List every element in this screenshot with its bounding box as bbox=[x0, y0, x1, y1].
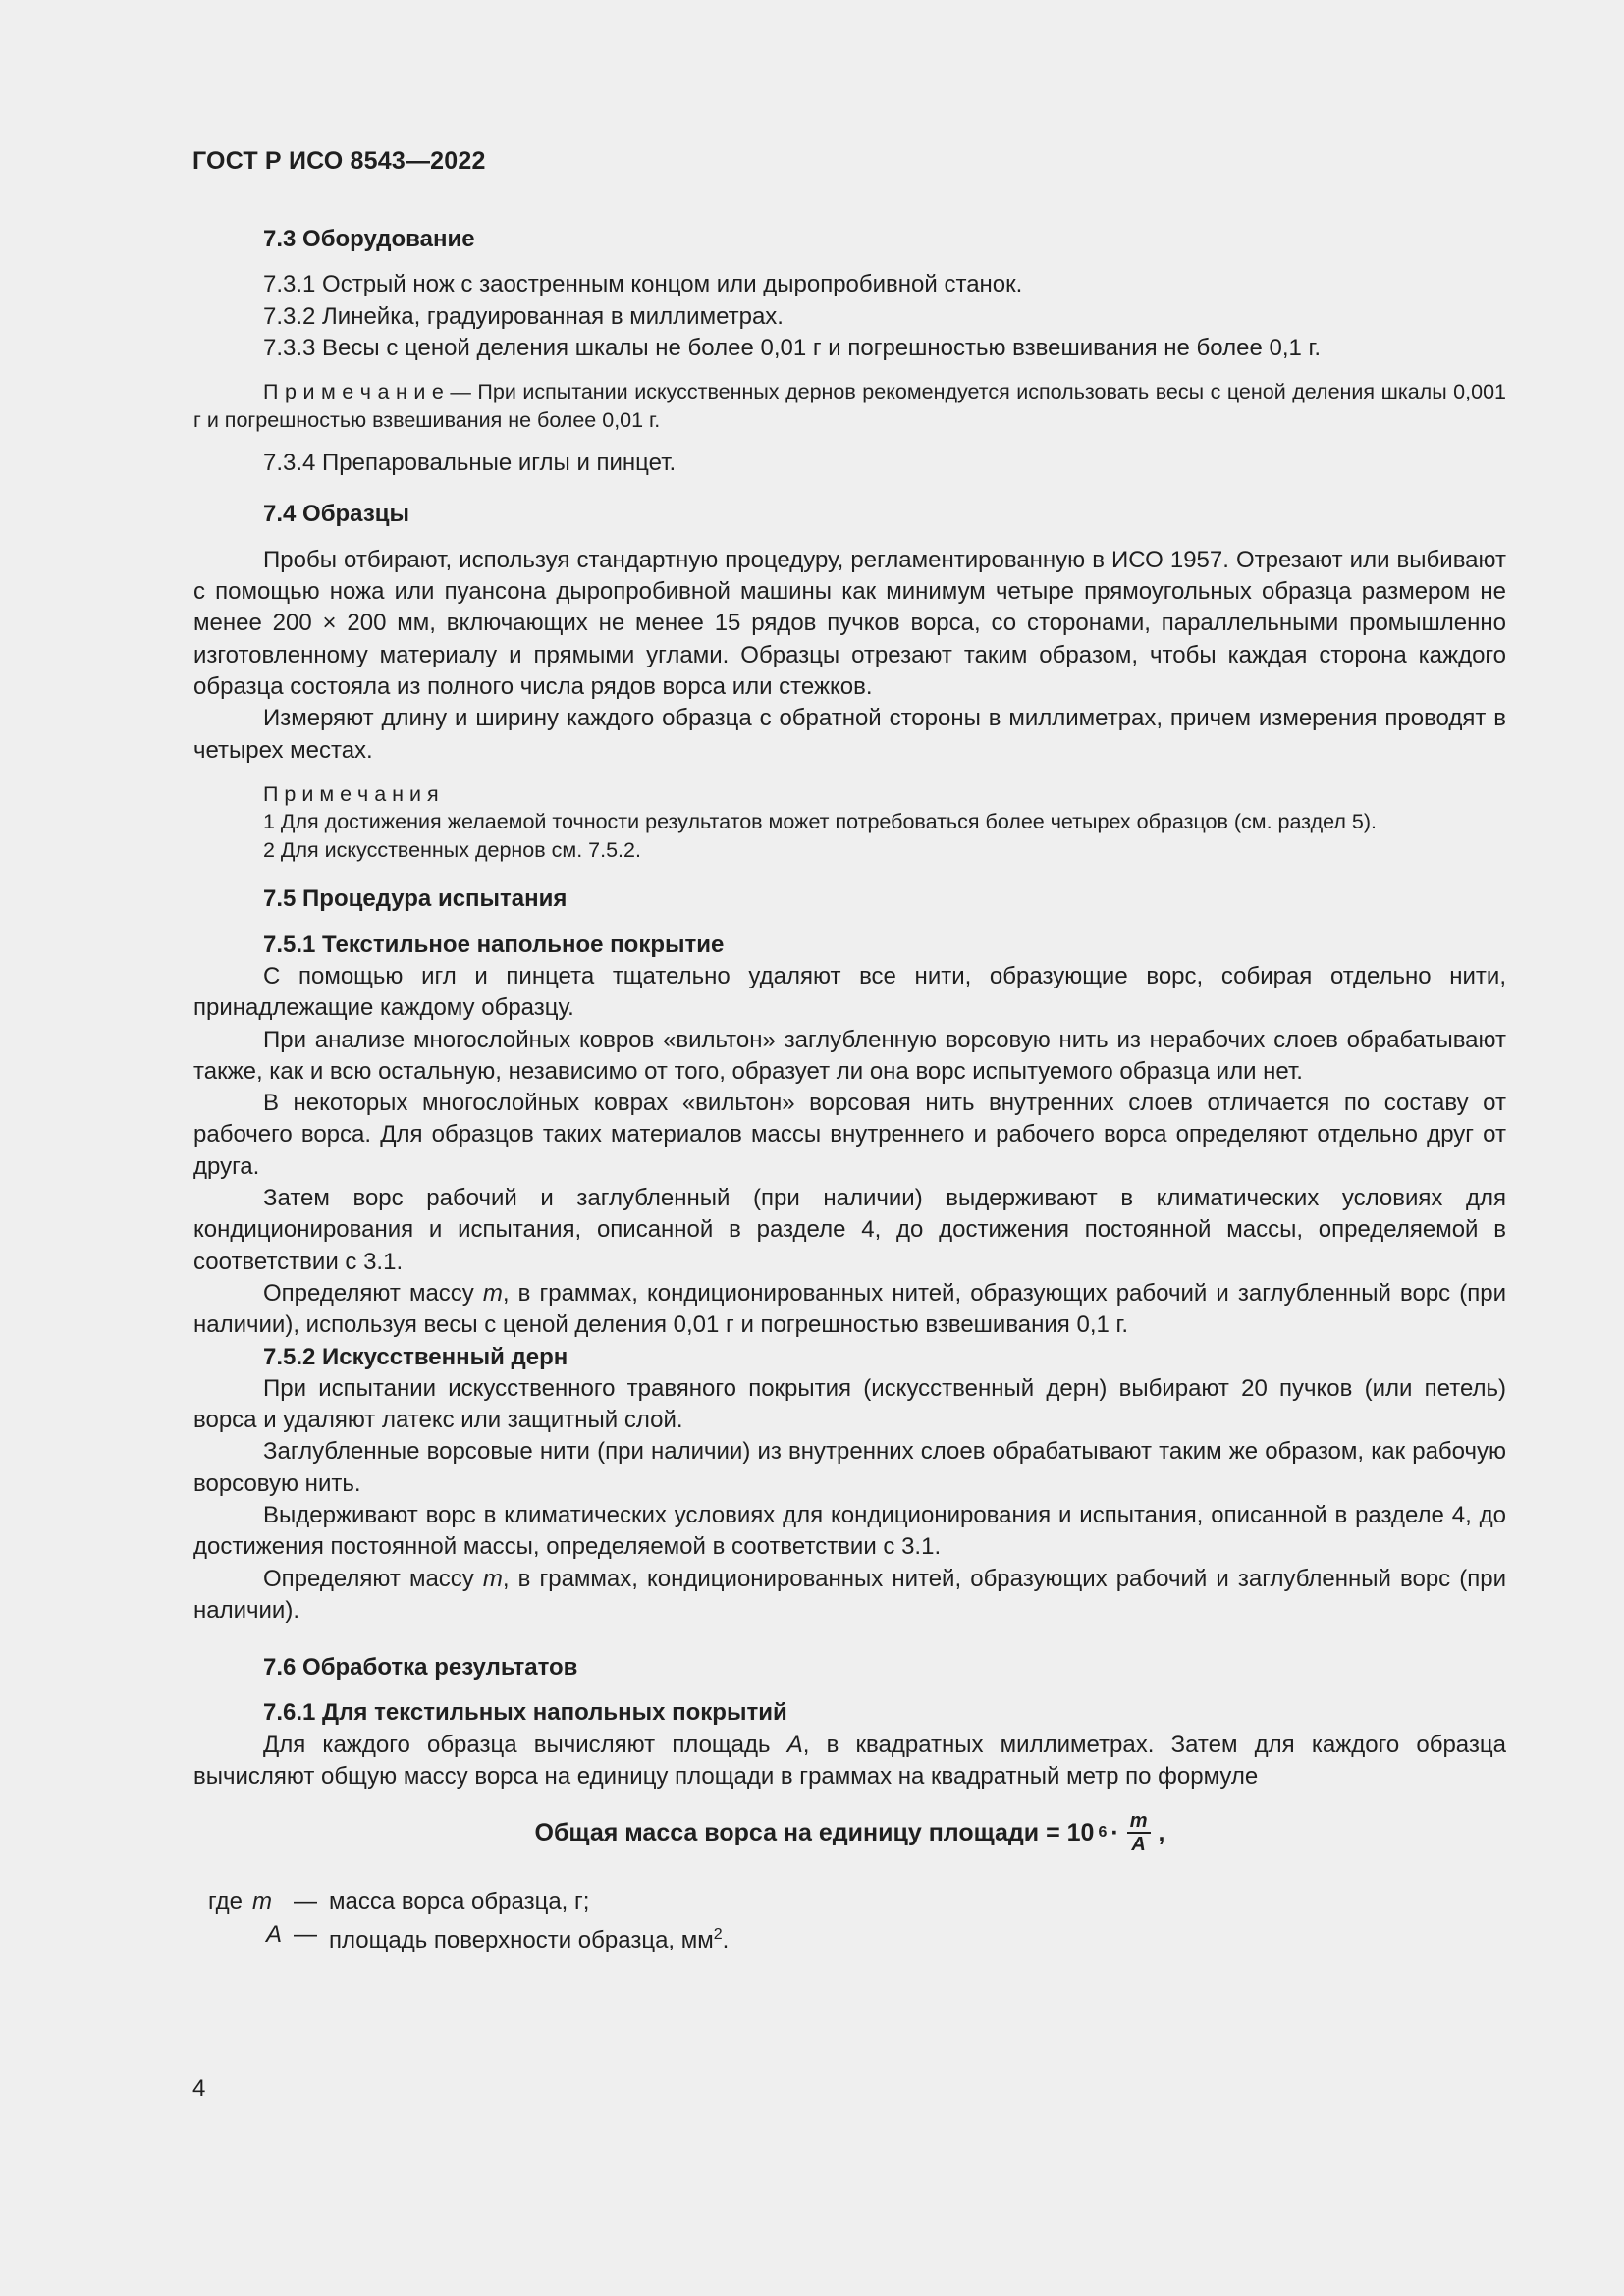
superscript: 2 bbox=[713, 1925, 723, 1943]
item-7-3-4: 7.3.4 Препаровальные иглы и пинцет. bbox=[263, 450, 677, 477]
text-run: , в квадратных миллиметрах. Затем для каждого образца вычисляют общую массу ворса на единицу площади в граммах на квадратный метр по формуле bbox=[193, 1731, 1506, 1790]
section-heading-7-5: 7.5 Процедура испытания bbox=[263, 885, 568, 913]
subsection-heading-7-5-1: 7.5.1 Текстильное напольное покрытие bbox=[263, 931, 725, 958]
note-text: — При испытании искусственных дернов рекомендуется использовать весы с ценой деления шкалы 0,001 г и погрешностью взвешивания не более 0,01 г. bbox=[193, 380, 1506, 432]
note-label: П р и м е ч а н и е bbox=[263, 380, 444, 404]
text-run: , в граммах, кондиционированных нитей, образующих рабочий и заглубленный ворс (при наличии). bbox=[193, 1565, 1506, 1624]
variable-m: m bbox=[482, 1565, 503, 1592]
text-run: площадь поверхности образца, мм bbox=[329, 1926, 714, 1953]
paragraph bbox=[193, 1564, 1506, 1628]
paragraph: В некоторых многослойных коврах «вильтон» ворсовая нить внутренних слоев отличается по составу от рабочего ворса. Для образцов таких материалов массы внутреннего и рабочего ворса определяют отдельно друг от друга. bbox=[193, 1090, 1506, 1180]
paragraph bbox=[193, 1730, 1506, 1793]
formula-exponent: 6 bbox=[1098, 1824, 1108, 1842]
item-7-3-3: 7.3.3 Весы с ценой деления шкалы не более 0,01 г и погрешностью взвешивания не более 0,1 г. bbox=[263, 334, 1322, 361]
text-run: . bbox=[722, 1926, 730, 1953]
note-1: 1 Для достижения желаемой точности результатов может потребоваться более четырех образцов (см. раздел 5). bbox=[263, 810, 1377, 834]
section-heading-7-3: 7.3 Оборудование bbox=[263, 226, 475, 252]
text-run: Определяют массу bbox=[263, 1279, 483, 1307]
text-run: , в граммах, кондиционированных нитей, образующих рабочий и заглубленный ворс (при наличии), используя весы с ценой деления 0,01 г и погрешностью взвешивания 0,1 г. bbox=[193, 1279, 1506, 1339]
formula bbox=[193, 1810, 1506, 1869]
variable-A: A bbox=[786, 1731, 803, 1758]
section-heading-7-6: 7.6 Обработка результатов bbox=[263, 1654, 578, 1682]
section-heading-7-4: 7.4 Образцы bbox=[263, 501, 410, 528]
item-7-3-1: 7.3.1 Острый нож с заостренным концом или дыропробивной станок. bbox=[263, 271, 1023, 298]
formula-dot: · bbox=[1110, 1819, 1119, 1847]
paragraph: При испытании искусственного травяного покрытия (искусственный дерн) выбирают 20 пучков (или петель) ворса и удаляют латекс или защитный слой. bbox=[193, 1374, 1506, 1434]
formula-comma: , bbox=[1158, 1819, 1165, 1847]
where-description: масса ворса образца, г; bbox=[329, 1889, 590, 1916]
text-run: Определяют массу bbox=[263, 1565, 483, 1592]
note-2: 2 Для искусственных дернов см. 7.5.2. bbox=[263, 837, 641, 862]
where-symbol: m bbox=[252, 1889, 272, 1916]
fraction bbox=[1127, 1810, 1151, 1855]
document-body bbox=[193, 224, 1506, 1956]
paragraph: С помощью игл и пинцета тщательно удаляют все нити, образующие ворс, собирая отдельно нити, принадлежащие каждому образцу. bbox=[193, 962, 1506, 1022]
paragraph: Затем ворс рабочий и заглубленный (при наличии) выдерживают в климатических условиях для кондиционирования и испытания, описанной в разделе 4, до достижения постоянной массы, определяемой в соответствии с 3.1. bbox=[193, 1185, 1506, 1275]
page-number: 4 bbox=[192, 2075, 206, 2102]
formula-label: Общая масса ворса на единицу площади = 10 bbox=[534, 1819, 1095, 1847]
where-row-A bbox=[193, 1919, 1506, 1956]
paragraph: Измеряют длину и ширину каждого образца с обратной стороны в миллиметрах, причем измерения проводят в четырех местах. bbox=[193, 705, 1506, 764]
variable-m: m bbox=[482, 1279, 503, 1307]
fraction-denominator: A bbox=[1131, 1834, 1146, 1856]
subsection-heading-7-5-2: 7.5.2 Искусственный дерн bbox=[263, 1343, 568, 1370]
where-dash: — bbox=[294, 1920, 317, 1948]
document-header: ГОСТ Р ИСО 8543—2022 bbox=[192, 147, 486, 175]
paragraph: Заглубленные ворсовые нити (при наличии) из внутренних слоев обрабатывают таким же образом, как рабочую ворсовую нить. bbox=[193, 1438, 1506, 1497]
where-description bbox=[329, 1919, 729, 1956]
where-list bbox=[193, 1887, 1506, 1956]
where-dash: — bbox=[294, 1889, 317, 1916]
where-row-m bbox=[193, 1887, 1506, 1918]
paragraph: Пробы отбирают, используя стандартную процедуру, регламентированную в ИСО 1957. Отрезают или выбивают с помощью ножа или пуансона дыропробивной машины как минимум четыре прямоугольных образца размером не менее 200 × 200 мм, включающих не менее 15 рядов пучков ворса, со сторонами, параллельными промышленно изготовленному материалу и прямыми углами. Образцы отрезают таким образом, чтобы каждая сторона каждого образца состояла из полного числа рядов ворса или стежков. bbox=[193, 546, 1506, 700]
note-7-3 bbox=[193, 378, 1506, 434]
where-symbol: A bbox=[265, 1920, 282, 1948]
paragraph bbox=[193, 1278, 1506, 1342]
item-7-3-2: 7.3.2 Линейка, градуированная в миллиметрах. bbox=[263, 302, 784, 330]
paragraph: Выдерживают ворс в климатических условиях для кондиционирования и испытания, описанной в разделе 4, до достижения постоянной массы, определяемой в соответствии с 3.1. bbox=[193, 1502, 1506, 1561]
where-word: где bbox=[207, 1889, 243, 1916]
fraction-numerator: m bbox=[1127, 1810, 1151, 1834]
paragraph: При анализе многослойных ковров «вильтон» заглубленную ворсовую нить из нерабочих слоев обрабатывают также, как и всю остальную, независимо от того, образует ли она ворс испытуемого образца или нет. bbox=[193, 1026, 1506, 1085]
subsection-heading-7-6-1: 7.6.1 Для текстильных напольных покрытий bbox=[263, 1699, 787, 1727]
text-run: Для каждого образца вычисляют площадь bbox=[263, 1731, 787, 1758]
notes-label: П р и м е ч а н и я bbox=[263, 781, 439, 806]
